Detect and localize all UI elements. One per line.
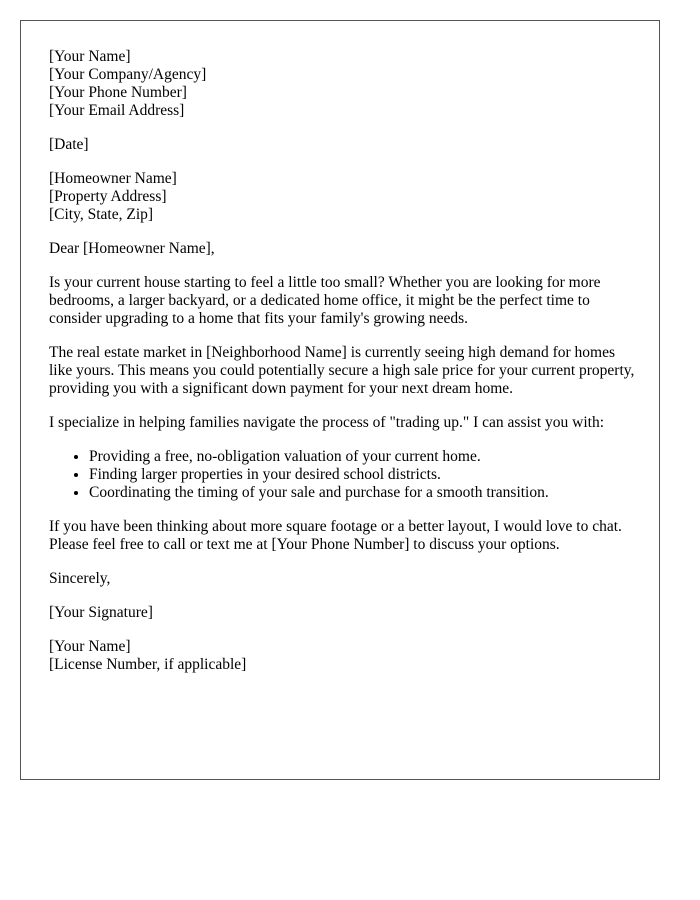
signoff-name: [Your Name] — [49, 638, 131, 655]
letter-page — [20, 20, 660, 780]
services-list — [49, 448, 639, 502]
paragraph-intro: Is your current house starting to feel a little too small? Whether you are looking for more bedrooms, a larger backyard, or a dedicated home office, it might be the perfect time to consider upgrading to a home that fits your family's growing needs. — [49, 274, 601, 327]
date-block — [49, 136, 639, 154]
recipient-city: [City, State, Zip] — [49, 206, 154, 223]
paragraph-specialize: I specialize in helping families navigate the process of "trading up." I can assist you with: — [49, 414, 605, 431]
list-item: • Providing a free, no-obligation valuation of your current home. — [89, 448, 639, 466]
list-item: • Coordinating the timing of your sale and purchase for a smooth transition. — [89, 484, 639, 502]
sender-phone: [Your Phone Number] — [49, 84, 187, 101]
letter-body — [49, 48, 639, 690]
closing: Sincerely, — [49, 570, 111, 587]
letter-date: [Date] — [49, 136, 89, 153]
sender-company: [Your Company/Agency] — [49, 66, 207, 83]
license-number: [License Number, if applicable] — [49, 656, 247, 673]
salutation: Dear [Homeowner Name], — [49, 240, 215, 257]
paragraph-closing: If you have been thinking about more square footage or a better layout, I would love to chat. Please feel free to call or text me at [Your Phone Number] to discuss your options. — [49, 518, 622, 553]
signature: [Your Signature] — [49, 604, 153, 621]
recipient-name: [Homeowner Name] — [49, 170, 177, 187]
signoff-block — [49, 638, 639, 674]
list-item: • Finding larger properties in your desired school districts. — [89, 466, 639, 484]
sender-name: [Your Name] — [49, 48, 131, 65]
recipient-block — [49, 170, 639, 224]
sender-email: [Your Email Address] — [49, 102, 185, 119]
recipient-address: [Property Address] — [49, 188, 167, 205]
paragraph-market: The real estate market in [Neighborhood Name] is currently seeing high demand for homes like yours. This means you could potentially secure a high sale price for your current property, providing you with a significant down payment for your next dream home. — [49, 344, 635, 397]
sender-block — [49, 48, 639, 120]
